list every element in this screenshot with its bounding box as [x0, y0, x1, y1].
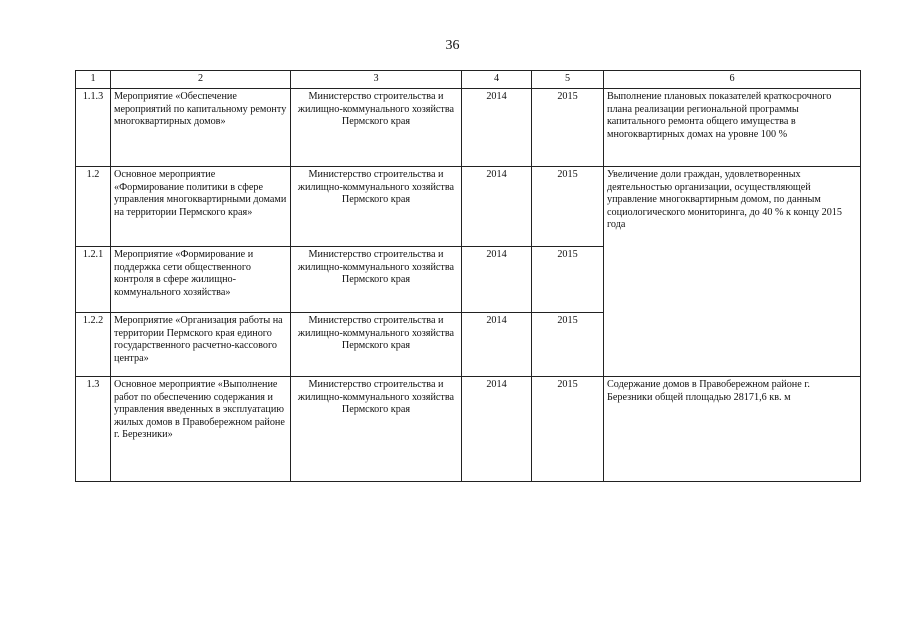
start-year: 2014 [462, 89, 532, 167]
row-number: 1.2 [76, 167, 111, 247]
start-year: 2014 [462, 377, 532, 482]
header-col-4: 4 [462, 71, 532, 89]
activity-name: Основное мероприятие «Выполнение работ по обеспечению содержания и управления введенных в эксплуатацию жилых домов в Правобережном районе г. Березники» [111, 377, 291, 482]
expected-result: Содержание домов в Правобережном районе г. Березники общей площадью 28171,6 кв. м [604, 377, 861, 482]
activity-name: Мероприятие «Обеспечение мероприятий по капитальному ремонту многоквартирных домов» [111, 89, 291, 167]
row-number: 1.3 [76, 377, 111, 482]
end-year: 2015 [532, 247, 604, 313]
table-row [76, 377, 861, 482]
end-year: 2015 [532, 167, 604, 247]
row-number: 1.1.3 [76, 89, 111, 167]
header-col-3: 3 [291, 71, 462, 89]
end-year: 2015 [532, 377, 604, 482]
responsible-org: Министерство строительства и жилищно-коммунального хозяйства Пермского края [291, 167, 462, 247]
header-col-5: 5 [532, 71, 604, 89]
header-col-1: 1 [76, 71, 111, 89]
start-year: 2014 [462, 167, 532, 247]
activity-name: Основное мероприятие «Формирование политики в сфере управления многоквартирными домами на территории Пермского края» [111, 167, 291, 247]
activity-name: Мероприятие «Организация работы на территории Пермского края единого государственного расчетно-кассового центра» [111, 313, 291, 377]
table-row [76, 167, 861, 247]
expected-result: Увеличение доли граждан, удовлетворенных деятельностью организации, осуществляющей управление многоквартирным домом, по данным социологического мониторинга, до 40 % к концу 2015 года [604, 167, 861, 377]
page-number: 36 [445, 38, 460, 53]
start-year: 2014 [462, 247, 532, 313]
program-table [75, 70, 861, 482]
end-year: 2015 [532, 89, 604, 167]
row-number: 1.2.2 [76, 313, 111, 377]
header-col-2: 2 [111, 71, 291, 89]
table-row [76, 89, 861, 167]
responsible-org: Министерство строительства и жилищно-коммунального хозяйства Пермского края [291, 89, 462, 167]
table-header [76, 71, 861, 89]
start-year: 2014 [462, 313, 532, 377]
header-row [76, 71, 861, 89]
responsible-org: Министерство строительства и жилищно-коммунального хозяйства Пермского края [291, 313, 462, 377]
end-year: 2015 [532, 313, 604, 377]
activity-name: Мероприятие «Формирование и поддержка сети общественного контроля в сфере жилищно-коммунального хозяйства» [111, 247, 291, 313]
header-col-6: 6 [604, 71, 861, 89]
row-number: 1.2.1 [76, 247, 111, 313]
expected-result: Выполнение плановых показателей краткосрочного плана реализации региональной программы капитального ремонта общего имущества в многоквартирных домах на уровне 100 % [604, 89, 861, 167]
responsible-org: Министерство строительства и жилищно-коммунального хозяйства Пермского края [291, 247, 462, 313]
responsible-org: Министерство строительства и жилищно-коммунального хозяйства Пермского края [291, 377, 462, 482]
